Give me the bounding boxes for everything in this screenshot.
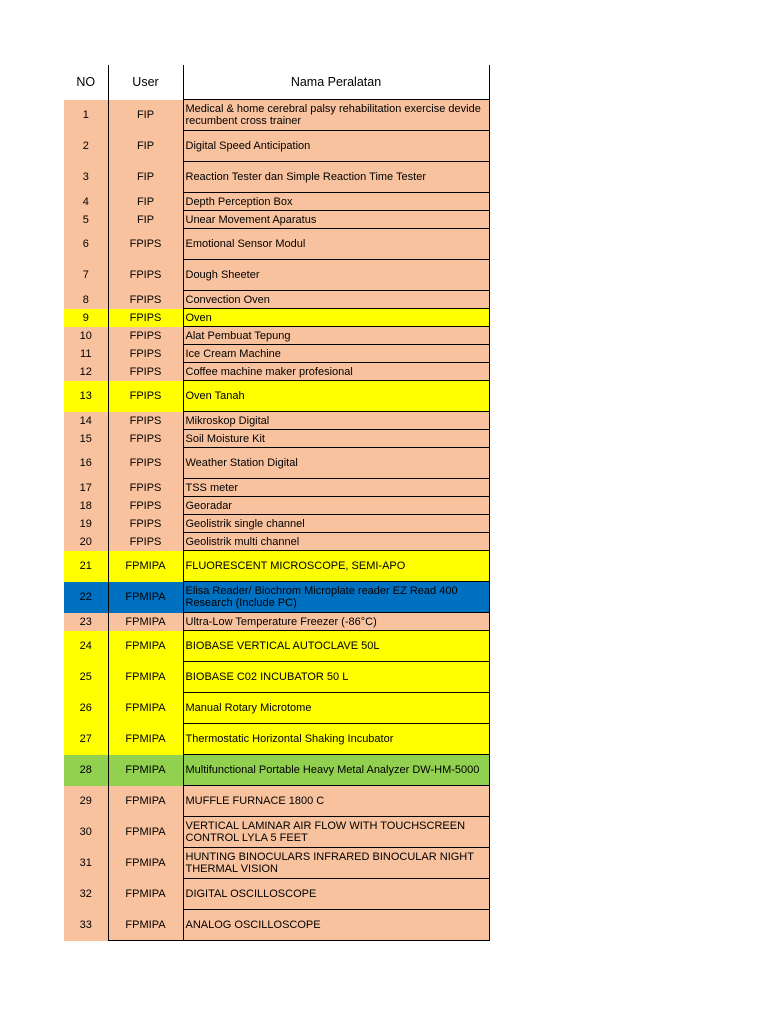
cell-user[interactable]: FPMIPA bbox=[108, 662, 183, 693]
table-row bbox=[64, 786, 489, 817]
cell-nama-peralatan[interactable]: Unear Movement Aparatus bbox=[183, 211, 489, 229]
cell-no[interactable]: 9 bbox=[82, 311, 89, 324]
cell-no[interactable]: 27 bbox=[79, 733, 92, 745]
cell-nama-peralatan[interactable]: Ice Cream Machine bbox=[183, 345, 489, 363]
cell-user[interactable]: FPIPS bbox=[108, 448, 183, 479]
header-row bbox=[64, 65, 489, 100]
table-row bbox=[64, 848, 489, 879]
cell-no[interactable]: 20 bbox=[79, 535, 92, 548]
table-row bbox=[64, 363, 489, 381]
cell-nama-peralatan[interactable]: Geolistrik single channel bbox=[183, 515, 489, 533]
cell-no[interactable]: 12 bbox=[79, 365, 92, 378]
cell-nama-peralatan[interactable]: Weather Station Digital bbox=[183, 448, 489, 479]
cell-user[interactable]: FPIPS bbox=[108, 497, 183, 515]
table-row bbox=[64, 662, 489, 693]
cell-user[interactable]: FIP bbox=[108, 162, 183, 193]
table-row bbox=[64, 551, 489, 582]
table-row bbox=[64, 755, 489, 786]
cell-user[interactable]: FPMIPA bbox=[108, 848, 183, 879]
cell-nama-peralatan[interactable]: Multifunctional Portable Heavy Metal Analyzer DW-HM-5000 bbox=[183, 755, 489, 786]
table-row bbox=[64, 582, 489, 613]
table-row bbox=[64, 613, 489, 631]
cell-no[interactable]: 26 bbox=[79, 702, 92, 714]
cell-nama-peralatan[interactable]: HUNTING BINOCULARS INFRARED BINOCULAR NIGHT THERMAL VISION bbox=[183, 848, 489, 879]
cell-no[interactable]: 6 bbox=[82, 238, 89, 250]
cell-user[interactable]: FIP bbox=[108, 193, 183, 211]
cell-nama-peralatan[interactable]: BIOBASE C02 INCUBATOR 50 L bbox=[183, 662, 489, 693]
cell-nama-peralatan[interactable]: Manual Rotary Microtome bbox=[183, 693, 489, 724]
cell-no[interactable]: 29 bbox=[79, 795, 92, 807]
cell-user[interactable]: FPIPS bbox=[108, 381, 183, 412]
equipment-table bbox=[64, 65, 490, 941]
table-row bbox=[64, 910, 489, 941]
cell-no[interactable]: 2 bbox=[82, 140, 89, 152]
cell-no[interactable]: 31 bbox=[79, 857, 92, 869]
table-body bbox=[64, 100, 489, 941]
header-no[interactable]: NO bbox=[64, 65, 108, 100]
table-row bbox=[64, 345, 489, 363]
cell-no[interactable]: 22 bbox=[79, 591, 92, 603]
table-row bbox=[64, 693, 489, 724]
cell-no[interactable]: 5 bbox=[82, 213, 89, 226]
cell-user[interactable]: FPMIPA bbox=[108, 582, 183, 613]
table-row bbox=[64, 162, 489, 193]
cell-nama-peralatan[interactable]: MUFFLE FURNACE 1800 C bbox=[183, 786, 489, 817]
table-row bbox=[64, 412, 489, 430]
cell-nama-peralatan[interactable]: Elisa Reader/ Biochrom Microplate reader EZ Read 400 Research (Include PC) bbox=[183, 582, 489, 613]
table-row bbox=[64, 381, 489, 412]
cell-no[interactable]: 11 bbox=[80, 347, 92, 360]
cell-user[interactable]: FPMIPA bbox=[108, 724, 183, 755]
cell-user[interactable]: FPMIPA bbox=[108, 551, 183, 582]
cell-nama-peralatan[interactable]: Soil Moisture Kit bbox=[183, 430, 489, 448]
cell-user[interactable]: FPIPS bbox=[108, 327, 183, 345]
table-row bbox=[64, 724, 489, 755]
cell-no[interactable]: 1 bbox=[82, 109, 89, 121]
table-row bbox=[64, 430, 489, 448]
cell-nama-peralatan[interactable]: Thermostatic Horizontal Shaking Incubator bbox=[183, 724, 489, 755]
cell-user[interactable]: FPIPS bbox=[108, 430, 183, 448]
table-row bbox=[64, 497, 489, 515]
cell-user[interactable]: FPIPS bbox=[108, 291, 183, 309]
cell-no[interactable]: 16 bbox=[79, 457, 92, 469]
cell-user[interactable]: FPMIPA bbox=[108, 631, 183, 662]
cell-nama-peralatan[interactable]: Digital Speed Anticipation bbox=[183, 131, 489, 162]
table-row bbox=[64, 131, 489, 162]
cell-nama-peralatan[interactable]: Depth Perception Box bbox=[183, 193, 489, 211]
cell-nama-peralatan[interactable]: Medical & home cerebral palsy rehabilitation exercise devide recumbent cross trainer bbox=[183, 100, 489, 131]
cell-nama-peralatan[interactable]: FLUORESCENT MICROSCOPE, SEMI-APO bbox=[183, 551, 489, 582]
cell-no[interactable]: 3 bbox=[82, 171, 89, 183]
cell-no[interactable]: 17 bbox=[79, 481, 92, 494]
cell-nama-peralatan[interactable]: Ultra-Low Temperature Freezer (-86°C) bbox=[183, 613, 489, 631]
table-row bbox=[64, 479, 489, 497]
cell-no[interactable]: 14 bbox=[79, 414, 92, 427]
cell-nama-peralatan[interactable]: TSS meter bbox=[183, 479, 489, 497]
cell-nama-peralatan[interactable]: DIGITAL OSCILLOSCOPE bbox=[183, 879, 489, 910]
cell-user[interactable]: FPMIPA bbox=[108, 693, 183, 724]
cell-user[interactable]: FPMIPA bbox=[108, 613, 183, 631]
cell-nama-peralatan[interactable]: Convection Oven bbox=[183, 291, 489, 309]
cell-no[interactable]: 30 bbox=[79, 826, 92, 838]
table-row bbox=[64, 515, 489, 533]
cell-no[interactable]: 32 bbox=[79, 888, 92, 900]
cell-no[interactable]: 7 bbox=[82, 269, 89, 281]
table-row bbox=[64, 309, 489, 327]
table-row bbox=[64, 229, 489, 260]
table-row bbox=[64, 879, 489, 910]
cell-no[interactable]: 33 bbox=[79, 919, 92, 931]
cell-nama-peralatan[interactable]: Coffee machine maker profesional bbox=[183, 363, 489, 381]
header-user[interactable]: User bbox=[108, 65, 183, 100]
cell-user[interactable]: FPMIPA bbox=[108, 910, 183, 941]
table-row bbox=[64, 291, 489, 309]
table-row bbox=[64, 327, 489, 345]
table-row bbox=[64, 631, 489, 662]
cell-no[interactable]: 8 bbox=[82, 293, 89, 306]
cell-nama-peralatan[interactable]: Geolistrik multi channel bbox=[183, 533, 489, 551]
cell-no[interactable]: 25 bbox=[79, 671, 92, 683]
cell-user[interactable]: FPIPS bbox=[108, 363, 183, 381]
cell-nama-peralatan[interactable]: Oven Tanah bbox=[183, 381, 489, 412]
cell-user[interactable]: FPIPS bbox=[108, 309, 183, 327]
cell-nama-peralatan[interactable]: Emotional Sensor Modul bbox=[183, 229, 489, 260]
cell-nama-peralatan[interactable]: Alat Pembuat Tepung bbox=[183, 327, 489, 345]
cell-user[interactable]: FPIPS bbox=[108, 533, 183, 551]
cell-nama-peralatan[interactable]: VERTICAL LAMINAR AIR FLOW WITH TOUCHSCREEN CONTROL LYLA 5 FEET bbox=[183, 817, 489, 848]
cell-user[interactable]: FPIPS bbox=[108, 412, 183, 430]
cell-no[interactable]: 23 bbox=[79, 615, 92, 628]
cell-no[interactable]: 15 bbox=[79, 432, 92, 445]
cell-no[interactable]: 10 bbox=[79, 329, 92, 342]
cell-user[interactable]: FPMIPA bbox=[108, 755, 183, 786]
cell-no[interactable]: 18 bbox=[79, 499, 92, 512]
cell-nama-peralatan[interactable]: Georadar bbox=[183, 497, 489, 515]
cell-user[interactable]: FPMIPA bbox=[108, 879, 183, 910]
cell-user[interactable]: FPIPS bbox=[108, 229, 183, 260]
cell-user[interactable]: FIP bbox=[108, 211, 183, 229]
cell-user[interactable]: FIP bbox=[108, 131, 183, 162]
cell-user[interactable]: FPIPS bbox=[108, 260, 183, 291]
cell-no[interactable]: 28 bbox=[79, 764, 92, 776]
table-row bbox=[64, 448, 489, 479]
cell-nama-peralatan[interactable]: Mikroskop Digital bbox=[183, 412, 489, 430]
cell-nama-peralatan[interactable]: Reaction Tester dan Simple Reaction Time Tester bbox=[183, 162, 489, 193]
cell-nama-peralatan[interactable]: Dough Sheeter bbox=[183, 260, 489, 291]
cell-user[interactable]: FIP bbox=[108, 100, 183, 131]
cell-no[interactable]: 24 bbox=[79, 640, 92, 652]
cell-user[interactable]: FPIPS bbox=[108, 515, 183, 533]
cell-user[interactable]: FPIPS bbox=[108, 345, 183, 363]
cell-nama-peralatan[interactable]: Oven bbox=[183, 309, 489, 327]
cell-no[interactable]: 19 bbox=[79, 517, 92, 530]
table-row bbox=[64, 211, 489, 229]
header-nama-peralatan[interactable]: Nama Peralatan bbox=[183, 65, 489, 100]
cell-user[interactable]: FPIPS bbox=[108, 479, 183, 497]
cell-user[interactable]: FPMIPA bbox=[108, 817, 183, 848]
table-row bbox=[64, 817, 489, 848]
table-row bbox=[64, 100, 489, 131]
cell-no[interactable]: 4 bbox=[82, 195, 89, 208]
table-row bbox=[64, 260, 489, 291]
table-row bbox=[64, 533, 489, 551]
cell-no[interactable]: 21 bbox=[79, 560, 92, 572]
cell-user[interactable]: FPMIPA bbox=[108, 786, 183, 817]
cell-nama-peralatan[interactable]: BIOBASE VERTICAL AUTOCLAVE 50L bbox=[183, 631, 489, 662]
table-row bbox=[64, 193, 489, 211]
cell-no[interactable]: 13 bbox=[79, 390, 92, 402]
cell-nama-peralatan[interactable]: ANALOG OSCILLOSCOPE bbox=[183, 910, 489, 941]
